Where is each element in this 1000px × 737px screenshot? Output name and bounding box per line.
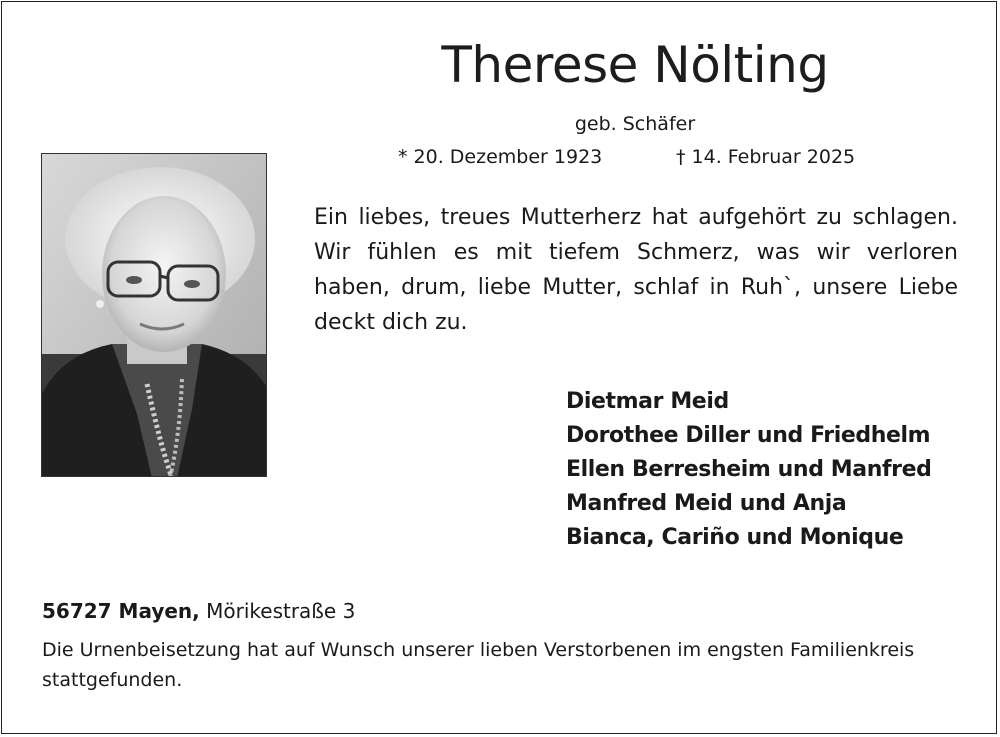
address (42, 599, 355, 623)
memorial-verse: Ein liebes, treues Mutterherz hat aufgehört zu schlagen. Wir fühlen es mit tiefem Schmerz, was wir verloren haben, drum, liebe Mutter, schlaf in Ruh`, unsere Liebe deckt dich zu. (314, 205, 958, 335)
birth-name: geb. Schäfer (574, 113, 696, 135)
funeral-note: Die Urnenbeisetzung hat auf Wunsch unserer lieben Verstorbenen im engsten Familienkreis stattgefunden. (42, 639, 915, 691)
mourner-name: Manfred Meid und Anja (566, 491, 847, 516)
death-date: † 14. Februar 2025 (676, 146, 856, 168)
mourners-list (566, 385, 932, 555)
portrait-photo (41, 153, 267, 477)
mourner-name: Bianca, Cariño und Monique (566, 525, 904, 550)
mourner-name: Dorothee Diller und Friedhelm (566, 423, 931, 448)
address-street: Mörikestraße 3 (206, 599, 356, 623)
portrait-photo-image (42, 154, 267, 477)
deceased-name: Therese Nölting (441, 36, 829, 94)
birth-date: * 20. Dezember 1923 (398, 146, 603, 168)
mourner-name: Ellen Berresheim und Manfred (566, 457, 932, 482)
mourner-name: Dietmar Meid (566, 389, 729, 414)
address-city: 56727 Mayen, (42, 599, 200, 623)
